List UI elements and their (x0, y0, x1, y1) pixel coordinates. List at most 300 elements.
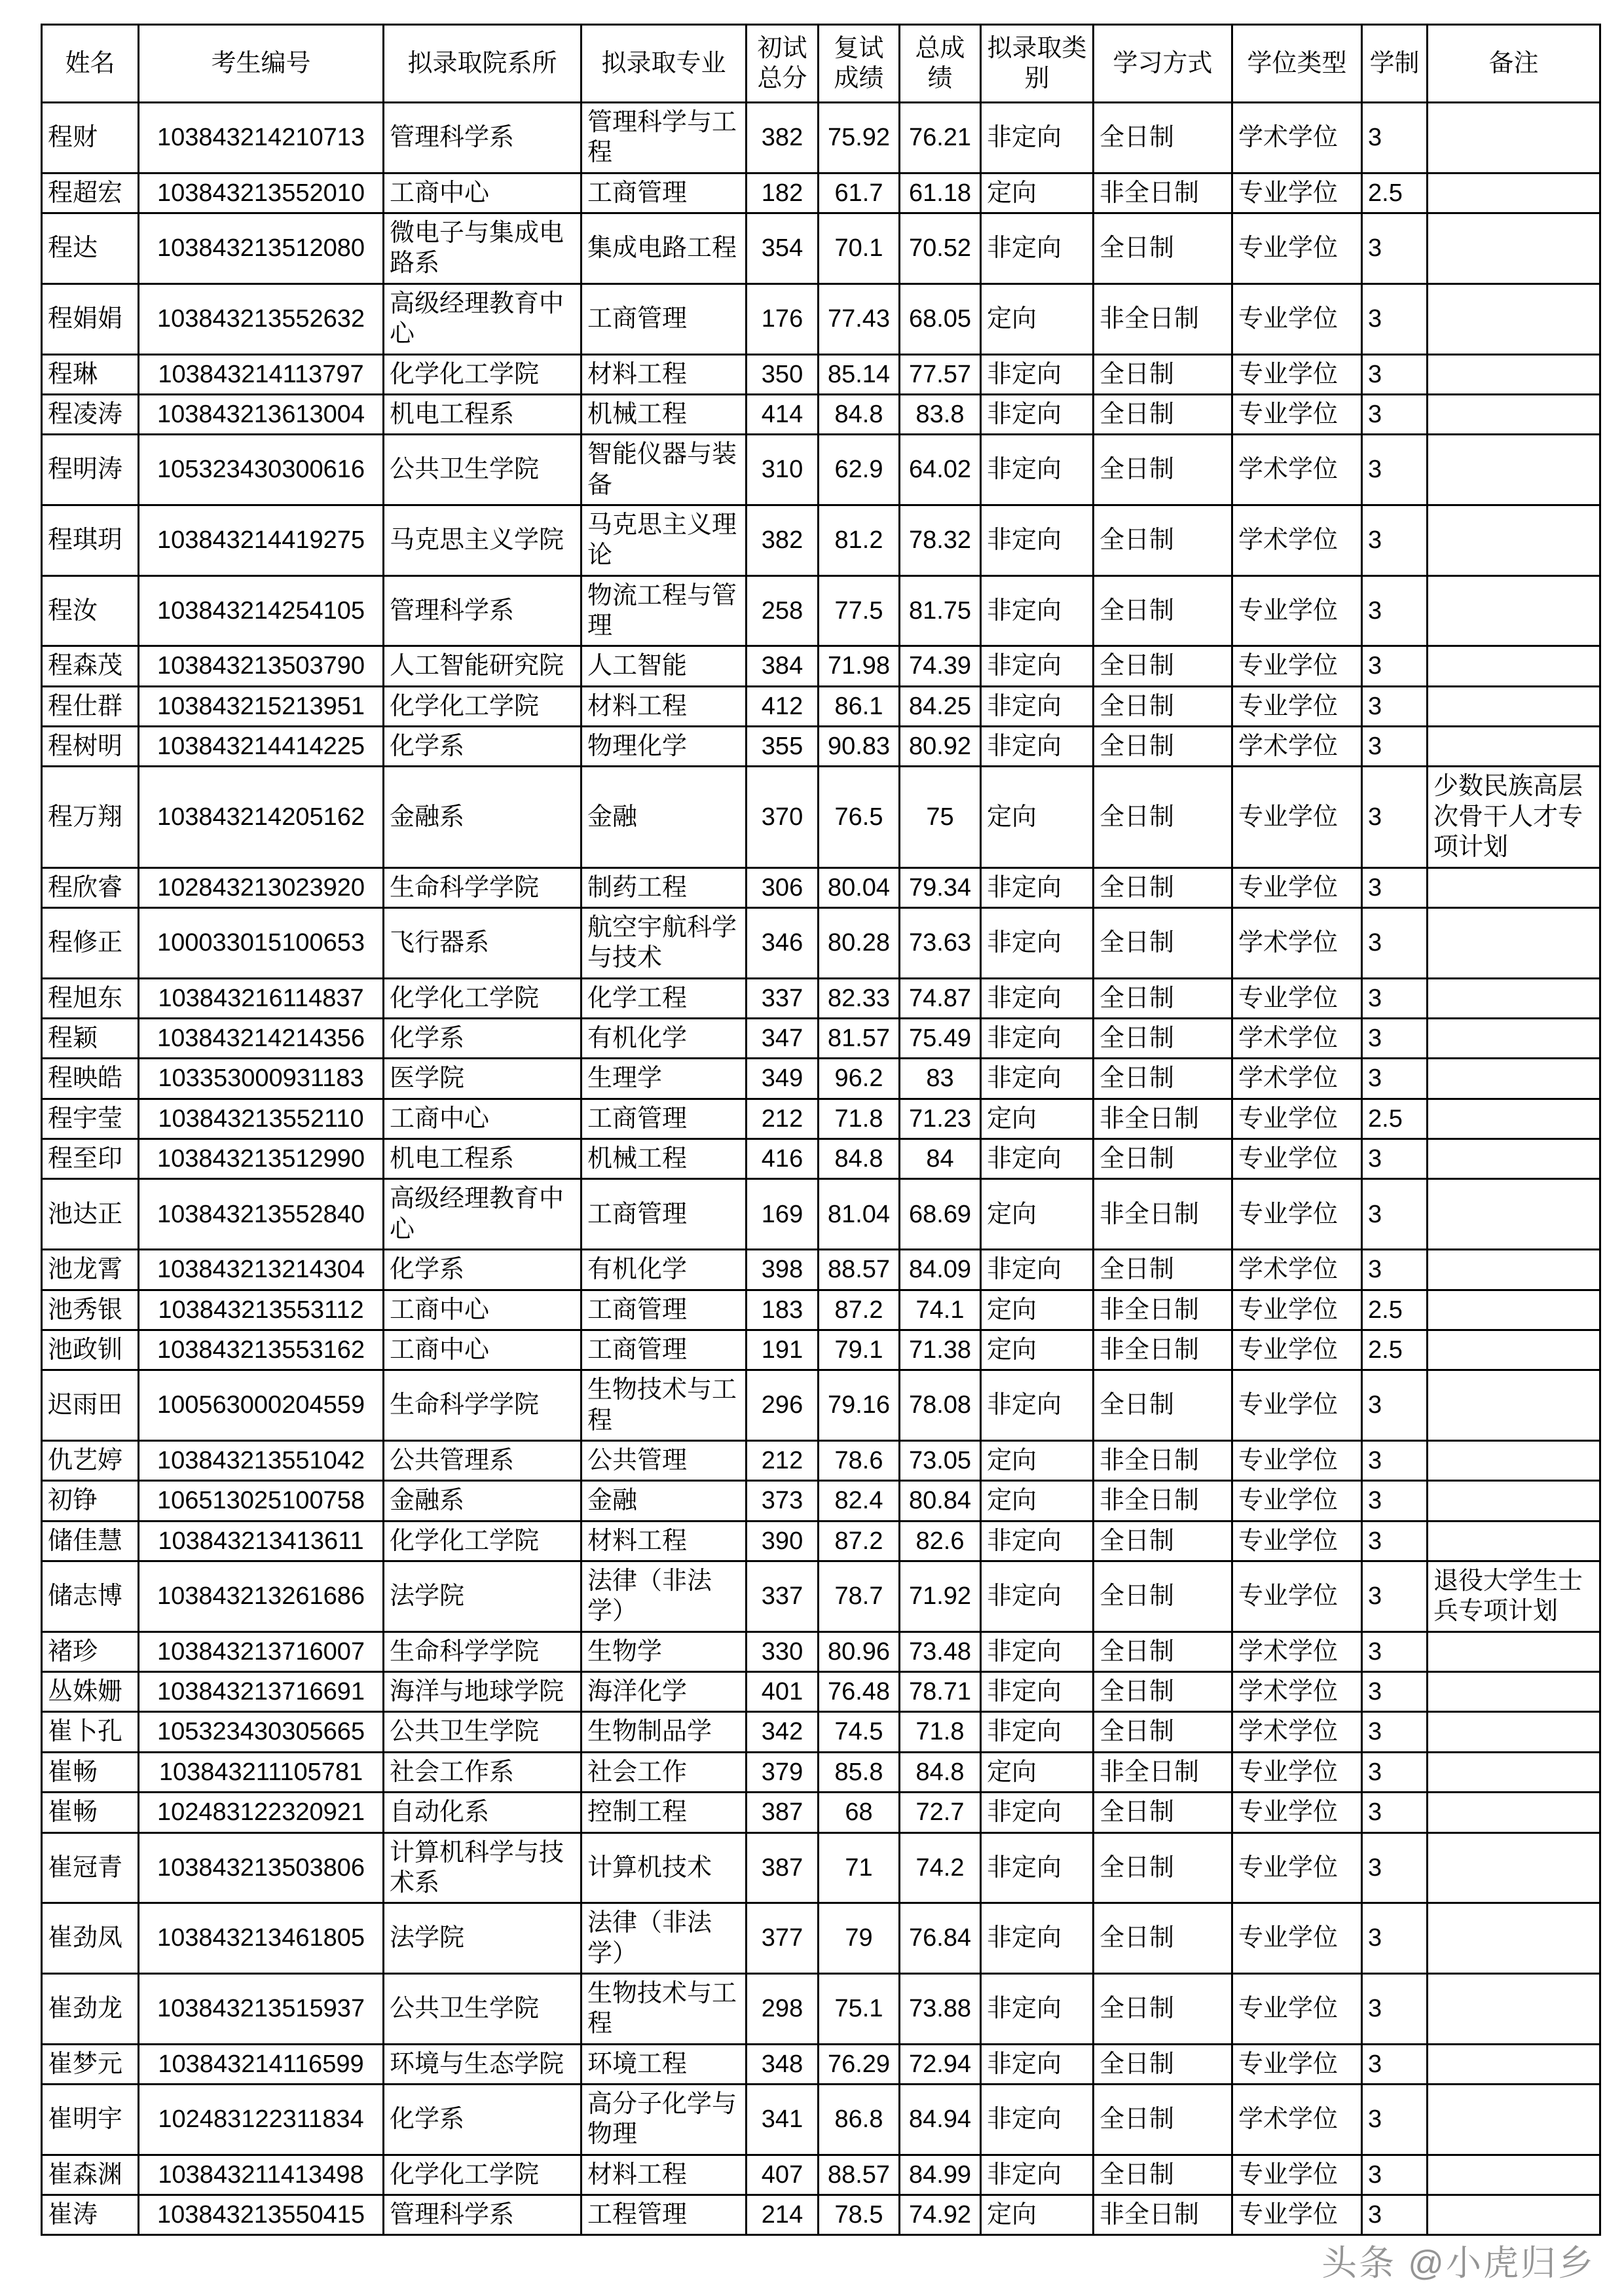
cell-applicant-name: 程明涛 (42, 435, 139, 505)
cell-total-score: 84.8 (900, 1752, 981, 1792)
cell-first-exam-score: 412 (747, 686, 819, 726)
cell-major: 法律（非法学） (581, 1561, 747, 1632)
cell-degree-type: 学术学位 (1232, 1250, 1362, 1290)
cell-second-exam-score: 76.5 (819, 767, 900, 867)
cell-program-years: 3 (1362, 1903, 1428, 1974)
cell-remarks: 退役大学生士兵专项计划 (1428, 1561, 1600, 1632)
cell-degree-type: 专业学位 (1232, 767, 1362, 867)
cell-admission-category: 非定向 (981, 727, 1094, 767)
table-row (42, 1561, 1600, 1632)
cell-applicant-id: 102483122311834 (139, 2085, 384, 2155)
column-header-total: 总成绩 (900, 25, 981, 103)
cell-second-exam-score: 70.1 (819, 213, 900, 284)
cell-department: 管理科学系 (384, 103, 581, 173)
cell-program-years: 3 (1362, 103, 1428, 173)
cell-study-mode: 全日制 (1094, 1832, 1232, 1903)
cell-second-exam-score: 87.2 (819, 1521, 900, 1561)
cell-program-years: 3 (1362, 767, 1428, 867)
cell-major: 法律（非法学） (581, 1903, 747, 1974)
cell-study-mode: 非全日制 (1094, 1099, 1232, 1139)
table-row (42, 1139, 1600, 1179)
cell-total-score: 81.75 (900, 575, 981, 646)
cell-first-exam-score: 384 (747, 646, 819, 686)
cell-study-mode: 全日制 (1094, 1139, 1232, 1179)
cell-admission-category: 定向 (981, 1481, 1094, 1521)
cell-first-exam-score: 398 (747, 1250, 819, 1290)
cell-program-years: 3 (1362, 1179, 1428, 1250)
cell-applicant-name: 程汝 (42, 575, 139, 646)
cell-major: 工商管理 (581, 1099, 747, 1139)
cell-admission-category: 非定向 (981, 1672, 1094, 1712)
cell-program-years: 3 (1362, 727, 1428, 767)
cell-degree-type: 专业学位 (1232, 1440, 1362, 1480)
cell-department: 生命科学学院 (384, 867, 581, 907)
cell-major: 工商管理 (581, 1179, 747, 1250)
cell-department: 马克思主义学院 (384, 505, 581, 575)
table-row (42, 354, 1600, 394)
cell-major: 制药工程 (581, 867, 747, 907)
cell-department: 化学系 (384, 1018, 581, 1058)
cell-degree-type: 学术学位 (1232, 1672, 1362, 1712)
cell-degree-type: 专业学位 (1232, 1330, 1362, 1370)
cell-remarks (1428, 1481, 1600, 1521)
cell-total-score: 73.48 (900, 1631, 981, 1671)
cell-major: 集成电路工程 (581, 213, 747, 284)
table-row (42, 867, 1600, 907)
cell-applicant-name: 池龙霄 (42, 1250, 139, 1290)
cell-admission-category: 定向 (981, 767, 1094, 867)
cell-total-score: 78.08 (900, 1370, 981, 1441)
cell-applicant-id: 103843211105781 (139, 1752, 384, 1792)
cell-second-exam-score: 76.48 (819, 1672, 900, 1712)
cell-second-exam-score: 82.33 (819, 978, 900, 1018)
cell-applicant-id: 103843214113797 (139, 354, 384, 394)
cell-first-exam-score: 355 (747, 727, 819, 767)
cell-total-score: 74.1 (900, 1290, 981, 1330)
table-row (42, 1631, 1600, 1671)
cell-study-mode: 非全日制 (1094, 1481, 1232, 1521)
cell-study-mode: 全日制 (1094, 1018, 1232, 1058)
cell-first-exam-score: 342 (747, 1712, 819, 1752)
cell-admission-category: 非定向 (981, 505, 1094, 575)
cell-applicant-id: 103843214210713 (139, 103, 384, 173)
cell-major: 金融 (581, 1481, 747, 1521)
cell-applicant-id: 105323430305665 (139, 1712, 384, 1752)
cell-degree-type: 专业学位 (1232, 1179, 1362, 1250)
cell-study-mode: 全日制 (1094, 686, 1232, 726)
cell-major: 生物技术与工程 (581, 1370, 747, 1441)
cell-remarks (1428, 1752, 1600, 1792)
watermark: 头条 @小虎归乡 (1321, 2244, 1595, 2283)
cell-study-mode: 非全日制 (1094, 173, 1232, 213)
cell-total-score: 76.21 (900, 103, 981, 173)
cell-major: 环境工程 (581, 2044, 747, 2084)
table-row (42, 1832, 1600, 1903)
cell-applicant-id: 103843213552010 (139, 173, 384, 213)
cell-major: 材料工程 (581, 686, 747, 726)
cell-program-years: 3 (1362, 867, 1428, 907)
cell-first-exam-score: 337 (747, 978, 819, 1018)
cell-major: 公共管理 (581, 1440, 747, 1480)
cell-applicant-name: 崔劲凤 (42, 1903, 139, 1974)
cell-total-score: 84.94 (900, 2085, 981, 2155)
table-row (42, 1059, 1600, 1099)
cell-remarks (1428, 173, 1600, 213)
cell-major: 智能仪器与装备 (581, 435, 747, 505)
cell-program-years: 3 (1362, 1521, 1428, 1561)
cell-degree-type: 专业学位 (1232, 213, 1362, 284)
cell-program-years: 3 (1362, 1018, 1428, 1058)
column-header-degree: 学位类型 (1232, 25, 1362, 103)
table-row (42, 1290, 1600, 1330)
cell-first-exam-score: 347 (747, 1018, 819, 1058)
cell-degree-type: 专业学位 (1232, 354, 1362, 394)
cell-total-score: 74.92 (900, 2195, 981, 2235)
cell-degree-type: 专业学位 (1232, 867, 1362, 907)
cell-department: 医学院 (384, 1059, 581, 1099)
cell-admission-category: 非定向 (981, 2155, 1094, 2195)
cell-major: 计算机技术 (581, 1832, 747, 1903)
cell-applicant-name: 崔涛 (42, 2195, 139, 2235)
cell-second-exam-score: 84.8 (819, 394, 900, 434)
cell-total-score: 68.69 (900, 1179, 981, 1250)
cell-remarks (1428, 505, 1600, 575)
cell-total-score: 82.6 (900, 1521, 981, 1561)
cell-major: 材料工程 (581, 2155, 747, 2195)
cell-study-mode: 非全日制 (1094, 1179, 1232, 1250)
cell-second-exam-score: 85.14 (819, 354, 900, 394)
cell-total-score: 84 (900, 1139, 981, 1179)
cell-degree-type: 专业学位 (1232, 646, 1362, 686)
cell-first-exam-score: 337 (747, 1561, 819, 1632)
cell-admission-category: 非定向 (981, 575, 1094, 646)
cell-applicant-name: 迟雨田 (42, 1370, 139, 1441)
cell-applicant-name: 程财 (42, 103, 139, 173)
table-row (42, 435, 1600, 505)
cell-department: 微电子与集成电路系 (384, 213, 581, 284)
cell-department: 飞行器系 (384, 907, 581, 978)
cell-total-score: 73.88 (900, 1973, 981, 2044)
cell-remarks (1428, 1712, 1600, 1752)
cell-admission-category: 非定向 (981, 103, 1094, 173)
cell-department: 化学系 (384, 2085, 581, 2155)
cell-study-mode: 全日制 (1094, 103, 1232, 173)
cell-remarks (1428, 1793, 1600, 1832)
column-header-id: 考生编号 (139, 25, 384, 103)
cell-second-exam-score: 71.98 (819, 646, 900, 686)
cell-department: 工商中心 (384, 1330, 581, 1370)
cell-applicant-id: 103843214414225 (139, 727, 384, 767)
column-header-first: 初试总分 (747, 25, 819, 103)
table-row (42, 1018, 1600, 1058)
cell-degree-type: 学术学位 (1232, 1018, 1362, 1058)
cell-degree-type: 学术学位 (1232, 1712, 1362, 1752)
cell-study-mode: 全日制 (1094, 505, 1232, 575)
cell-degree-type: 学术学位 (1232, 1059, 1362, 1099)
cell-first-exam-score: 310 (747, 435, 819, 505)
table-row (42, 646, 1600, 686)
cell-applicant-id: 103843213552110 (139, 1099, 384, 1139)
column-header-years: 学制 (1362, 25, 1428, 103)
cell-second-exam-score: 75.92 (819, 103, 900, 173)
cell-study-mode: 全日制 (1094, 394, 1232, 434)
cell-first-exam-score: 182 (747, 173, 819, 213)
cell-first-exam-score: 370 (747, 767, 819, 867)
cell-degree-type: 专业学位 (1232, 1481, 1362, 1521)
table-row (42, 1672, 1600, 1712)
cell-applicant-name: 崔畅 (42, 1752, 139, 1792)
cell-degree-type: 专业学位 (1232, 173, 1362, 213)
cell-total-score: 68.05 (900, 283, 981, 354)
cell-program-years: 3 (1362, 907, 1428, 978)
cell-admission-category: 非定向 (981, 1018, 1094, 1058)
cell-total-score: 83.8 (900, 394, 981, 434)
cell-department: 社会工作系 (384, 1752, 581, 1792)
cell-admission-category: 定向 (981, 1330, 1094, 1370)
cell-study-mode: 全日制 (1094, 1250, 1232, 1290)
cell-second-exam-score: 62.9 (819, 435, 900, 505)
cell-study-mode: 全日制 (1094, 978, 1232, 1018)
cell-study-mode: 全日制 (1094, 727, 1232, 767)
cell-program-years: 3 (1362, 1370, 1428, 1441)
cell-program-years: 3 (1362, 1752, 1428, 1792)
cell-applicant-name: 崔冠青 (42, 1832, 139, 1903)
cell-remarks (1428, 727, 1600, 767)
cell-applicant-id: 103843213551042 (139, 1440, 384, 1480)
cell-study-mode: 全日制 (1094, 1712, 1232, 1752)
cell-department: 工商中心 (384, 1099, 581, 1139)
cell-applicant-name: 程至印 (42, 1139, 139, 1179)
cell-program-years: 3 (1362, 1672, 1428, 1712)
cell-first-exam-score: 373 (747, 1481, 819, 1521)
cell-program-years: 3 (1362, 1712, 1428, 1752)
cell-applicant-id: 103843213413611 (139, 1521, 384, 1561)
cell-first-exam-score: 176 (747, 283, 819, 354)
column-header-cat: 拟录取类别 (981, 25, 1094, 103)
cell-applicant-id: 103353000931183 (139, 1059, 384, 1099)
cell-major: 管理科学与工程 (581, 103, 747, 173)
cell-program-years: 3 (1362, 1139, 1428, 1179)
cell-remarks (1428, 575, 1600, 646)
cell-department: 法学院 (384, 1903, 581, 1974)
cell-first-exam-score: 341 (747, 2085, 819, 2155)
table-header (42, 25, 1600, 103)
cell-degree-type: 学术学位 (1232, 505, 1362, 575)
cell-applicant-name: 程琳 (42, 354, 139, 394)
cell-study-mode: 非全日制 (1094, 1330, 1232, 1370)
cell-second-exam-score: 84.8 (819, 1139, 900, 1179)
cell-department: 工商中心 (384, 1290, 581, 1330)
cell-program-years: 3 (1362, 1793, 1428, 1832)
table-row (42, 1481, 1600, 1521)
cell-applicant-id: 103843213613004 (139, 394, 384, 434)
cell-applicant-id: 100563000204559 (139, 1370, 384, 1441)
column-header-dept: 拟录取院系所 (384, 25, 581, 103)
cell-applicant-name: 崔畅 (42, 1793, 139, 1832)
table-row (42, 575, 1600, 646)
cell-study-mode: 全日制 (1094, 1631, 1232, 1671)
cell-remarks (1428, 1018, 1600, 1058)
cell-remarks (1428, 2195, 1600, 2235)
cell-major: 材料工程 (581, 354, 747, 394)
column-header-major: 拟录取专业 (581, 25, 747, 103)
cell-admission-category: 非定向 (981, 907, 1094, 978)
cell-second-exam-score: 81.04 (819, 1179, 900, 1250)
cell-admission-category: 非定向 (981, 1521, 1094, 1561)
cell-degree-type: 学术学位 (1232, 103, 1362, 173)
cell-degree-type: 专业学位 (1232, 2155, 1362, 2195)
cell-study-mode: 全日制 (1094, 1059, 1232, 1099)
cell-applicant-name: 储志博 (42, 1561, 139, 1632)
cell-total-score: 78.32 (900, 505, 981, 575)
cell-first-exam-score: 306 (747, 867, 819, 907)
cell-department: 人工智能研究院 (384, 646, 581, 686)
cell-study-mode: 全日制 (1094, 575, 1232, 646)
cell-study-mode: 全日制 (1094, 435, 1232, 505)
cell-second-exam-score: 86.8 (819, 2085, 900, 2155)
cell-remarks (1428, 1099, 1600, 1139)
cell-degree-type: 专业学位 (1232, 1099, 1362, 1139)
cell-second-exam-score: 77.43 (819, 283, 900, 354)
cell-second-exam-score: 81.57 (819, 1018, 900, 1058)
cell-major: 物流工程与管理 (581, 575, 747, 646)
cell-major: 人工智能 (581, 646, 747, 686)
cell-applicant-id: 103843215213951 (139, 686, 384, 726)
table-body (42, 103, 1600, 2235)
cell-first-exam-score: 416 (747, 1139, 819, 1179)
cell-applicant-id: 103843213461805 (139, 1903, 384, 1974)
cell-admission-category: 非定向 (981, 2044, 1094, 2084)
cell-total-score: 84.99 (900, 2155, 981, 2195)
cell-degree-type: 专业学位 (1232, 1561, 1362, 1632)
cell-department: 生命科学学院 (384, 1631, 581, 1671)
cell-remarks (1428, 394, 1600, 434)
cell-applicant-name: 程琪玥 (42, 505, 139, 575)
cell-program-years: 3 (1362, 2155, 1428, 2195)
cell-degree-type: 专业学位 (1232, 1903, 1362, 1974)
cell-applicant-id: 102483122320921 (139, 1793, 384, 1832)
cell-department: 计算机科学与技术系 (384, 1832, 581, 1903)
cell-second-exam-score: 81.2 (819, 505, 900, 575)
cell-applicant-id: 103843213552632 (139, 283, 384, 354)
cell-degree-type: 学术学位 (1232, 435, 1362, 505)
table-row (42, 1793, 1600, 1832)
cell-applicant-id: 103843213716007 (139, 1631, 384, 1671)
cell-study-mode: 全日制 (1094, 907, 1232, 978)
cell-first-exam-score: 298 (747, 1973, 819, 2044)
cell-remarks (1428, 907, 1600, 978)
cell-degree-type: 专业学位 (1232, 2195, 1362, 2235)
cell-first-exam-score: 169 (747, 1179, 819, 1250)
cell-second-exam-score: 61.7 (819, 173, 900, 213)
cell-program-years: 3 (1362, 2195, 1428, 2235)
cell-major: 机械工程 (581, 1139, 747, 1179)
cell-first-exam-score: 382 (747, 103, 819, 173)
cell-remarks (1428, 1521, 1600, 1561)
cell-degree-type: 专业学位 (1232, 1290, 1362, 1330)
cell-department: 公共卫生学院 (384, 1973, 581, 2044)
cell-remarks (1428, 978, 1600, 1018)
cell-major: 生物制品学 (581, 1712, 747, 1752)
cell-total-score: 74.2 (900, 1832, 981, 1903)
cell-admission-category: 非定向 (981, 1832, 1094, 1903)
cell-program-years: 3 (1362, 2044, 1428, 2084)
cell-admission-category: 非定向 (981, 646, 1094, 686)
table-row (42, 727, 1600, 767)
cell-department: 化学系 (384, 727, 581, 767)
cell-remarks (1428, 1250, 1600, 1290)
cell-first-exam-score: 379 (747, 1752, 819, 1792)
cell-program-years: 3 (1362, 1440, 1428, 1480)
cell-degree-type: 专业学位 (1232, 1973, 1362, 2044)
table-row (42, 2085, 1600, 2155)
cell-applicant-id: 103843213716691 (139, 1672, 384, 1712)
cell-department: 化学化工学院 (384, 2155, 581, 2195)
cell-admission-category: 非定向 (981, 1631, 1094, 1671)
table-row (42, 1440, 1600, 1480)
cell-degree-type: 专业学位 (1232, 1521, 1362, 1561)
cell-applicant-id: 103843213515937 (139, 1973, 384, 2044)
cell-applicant-id: 103843213552840 (139, 1179, 384, 1250)
cell-degree-type: 专业学位 (1232, 1139, 1362, 1179)
cell-study-mode: 非全日制 (1094, 2195, 1232, 2235)
cell-applicant-name: 池政钏 (42, 1330, 139, 1370)
cell-first-exam-score: 183 (747, 1290, 819, 1330)
cell-first-exam-score: 349 (747, 1059, 819, 1099)
cell-first-exam-score: 258 (747, 575, 819, 646)
cell-second-exam-score: 82.4 (819, 1481, 900, 1521)
cell-applicant-name: 程映皓 (42, 1059, 139, 1099)
cell-degree-type: 专业学位 (1232, 686, 1362, 726)
cell-degree-type: 学术学位 (1232, 1631, 1362, 1671)
cell-remarks (1428, 1973, 1600, 2044)
cell-study-mode: 全日制 (1094, 1672, 1232, 1712)
cell-total-score: 79.34 (900, 867, 981, 907)
cell-second-exam-score: 78.5 (819, 2195, 900, 2235)
cell-program-years: 3 (1362, 394, 1428, 434)
cell-study-mode: 全日制 (1094, 2044, 1232, 2084)
cell-first-exam-score: 346 (747, 907, 819, 978)
cell-applicant-name: 崔森渊 (42, 2155, 139, 2195)
table-row (42, 1330, 1600, 1370)
cell-program-years: 3 (1362, 1832, 1428, 1903)
cell-remarks (1428, 283, 1600, 354)
cell-first-exam-score: 348 (747, 2044, 819, 2084)
cell-department: 管理科学系 (384, 2195, 581, 2235)
cell-remarks (1428, 1139, 1600, 1179)
cell-applicant-id: 103843213503806 (139, 1832, 384, 1903)
table-row (42, 907, 1600, 978)
cell-admission-category: 非定向 (981, 1712, 1094, 1752)
cell-applicant-name: 程万翔 (42, 767, 139, 867)
cell-program-years: 3 (1362, 283, 1428, 354)
cell-remarks (1428, 213, 1600, 284)
cell-remarks (1428, 103, 1600, 173)
cell-department: 高级经理教育中心 (384, 283, 581, 354)
cell-applicant-name: 程欣睿 (42, 867, 139, 907)
cell-applicant-name: 程仕群 (42, 686, 139, 726)
cell-second-exam-score: 86.1 (819, 686, 900, 726)
cell-major: 机械工程 (581, 394, 747, 434)
cell-major: 有机化学 (581, 1250, 747, 1290)
cell-admission-category: 定向 (981, 2195, 1094, 2235)
cell-department: 化学化工学院 (384, 686, 581, 726)
cell-total-score: 78.71 (900, 1672, 981, 1712)
cell-major: 材料工程 (581, 1521, 747, 1561)
cell-first-exam-score: 390 (747, 1521, 819, 1561)
cell-study-mode: 全日制 (1094, 2155, 1232, 2195)
cell-total-score: 83 (900, 1059, 981, 1099)
